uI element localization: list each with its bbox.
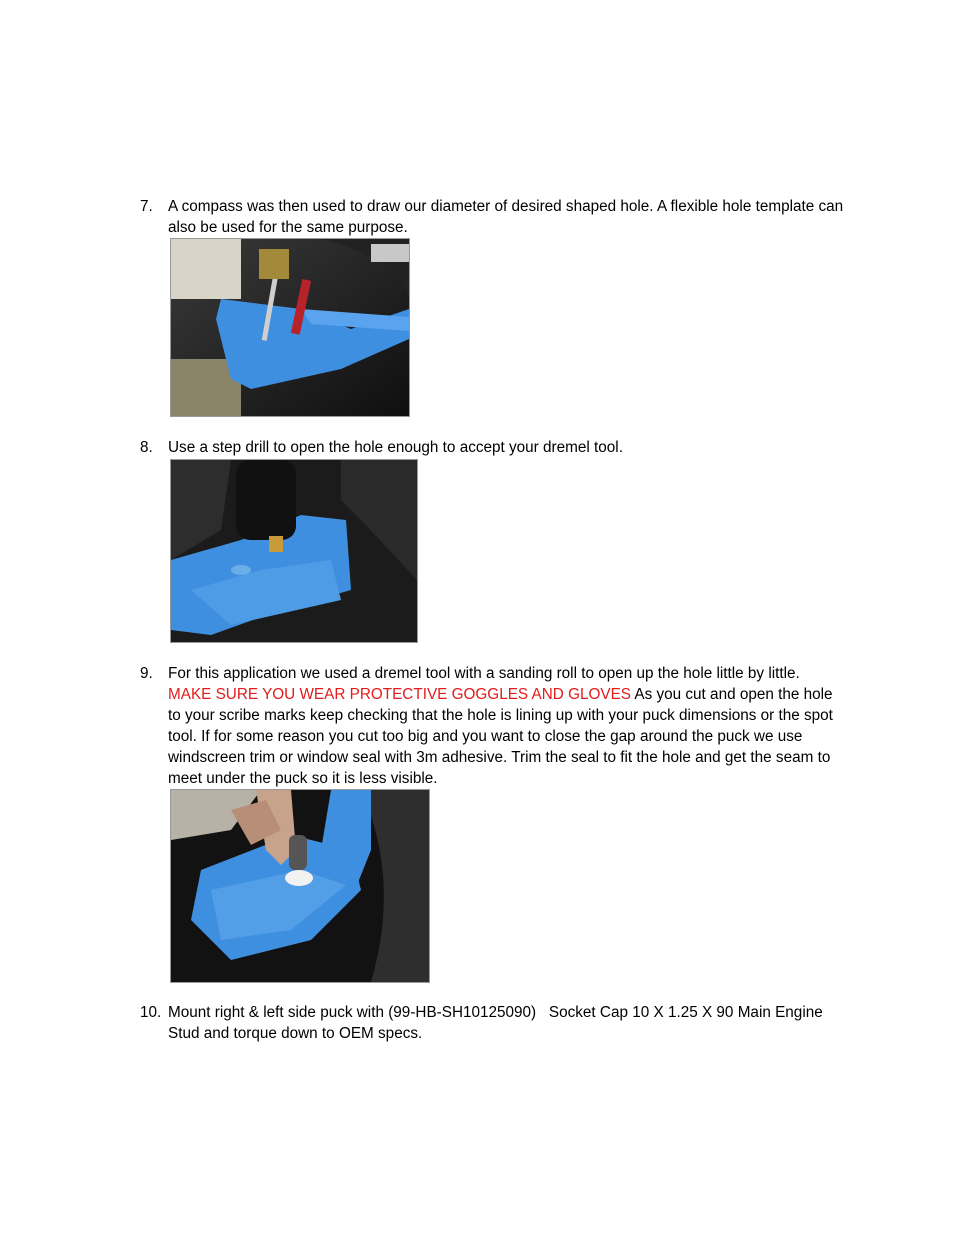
step-number: 8. bbox=[140, 439, 153, 456]
step-drill-photo bbox=[170, 459, 418, 643]
step-text-before: For this application we used a dremel tool with a sanding roll to open up the hole little by little. bbox=[168, 665, 800, 682]
dremel-sanding-photo bbox=[170, 789, 430, 983]
step-9 bbox=[140, 663, 845, 789]
step-7 bbox=[140, 196, 845, 238]
step-number: 7. bbox=[140, 198, 153, 215]
step-number: 9. bbox=[140, 665, 153, 682]
step-text: A compass was then used to draw our diameter of desired shaped hole. A flexible hole template can also be used for the same purpose. bbox=[168, 198, 844, 236]
compass-photo bbox=[170, 238, 410, 417]
step-text bbox=[168, 663, 845, 789]
step-text: Use a step drill to open the hole enough to accept your dremel tool. bbox=[168, 439, 623, 456]
safety-warning: MAKE SURE YOU WEAR PROTECTIVE GOGGLES AND GLOVES bbox=[168, 686, 631, 703]
step-number: 10. bbox=[140, 1004, 162, 1021]
step-text-after: As you cut and open the hole to your scribe marks keep checking that the hole is lining up with your puck dimensions or the spot tool. If for some reason you cut too big and you want to close the gap around the puck we use windscreen trim or window seal with 3m adhesive. Trim the seal to fit the hole and get the seam to meet under the puck so it is less visible. bbox=[168, 686, 833, 787]
step-10 bbox=[140, 1002, 845, 1044]
step-8 bbox=[140, 437, 845, 458]
step-text: Mount right & left side puck with (99-HB-SH10125090) Socket Cap 10 X 1.25 X 90 Main Engine Stud and torque down to OEM specs. bbox=[168, 1004, 827, 1042]
